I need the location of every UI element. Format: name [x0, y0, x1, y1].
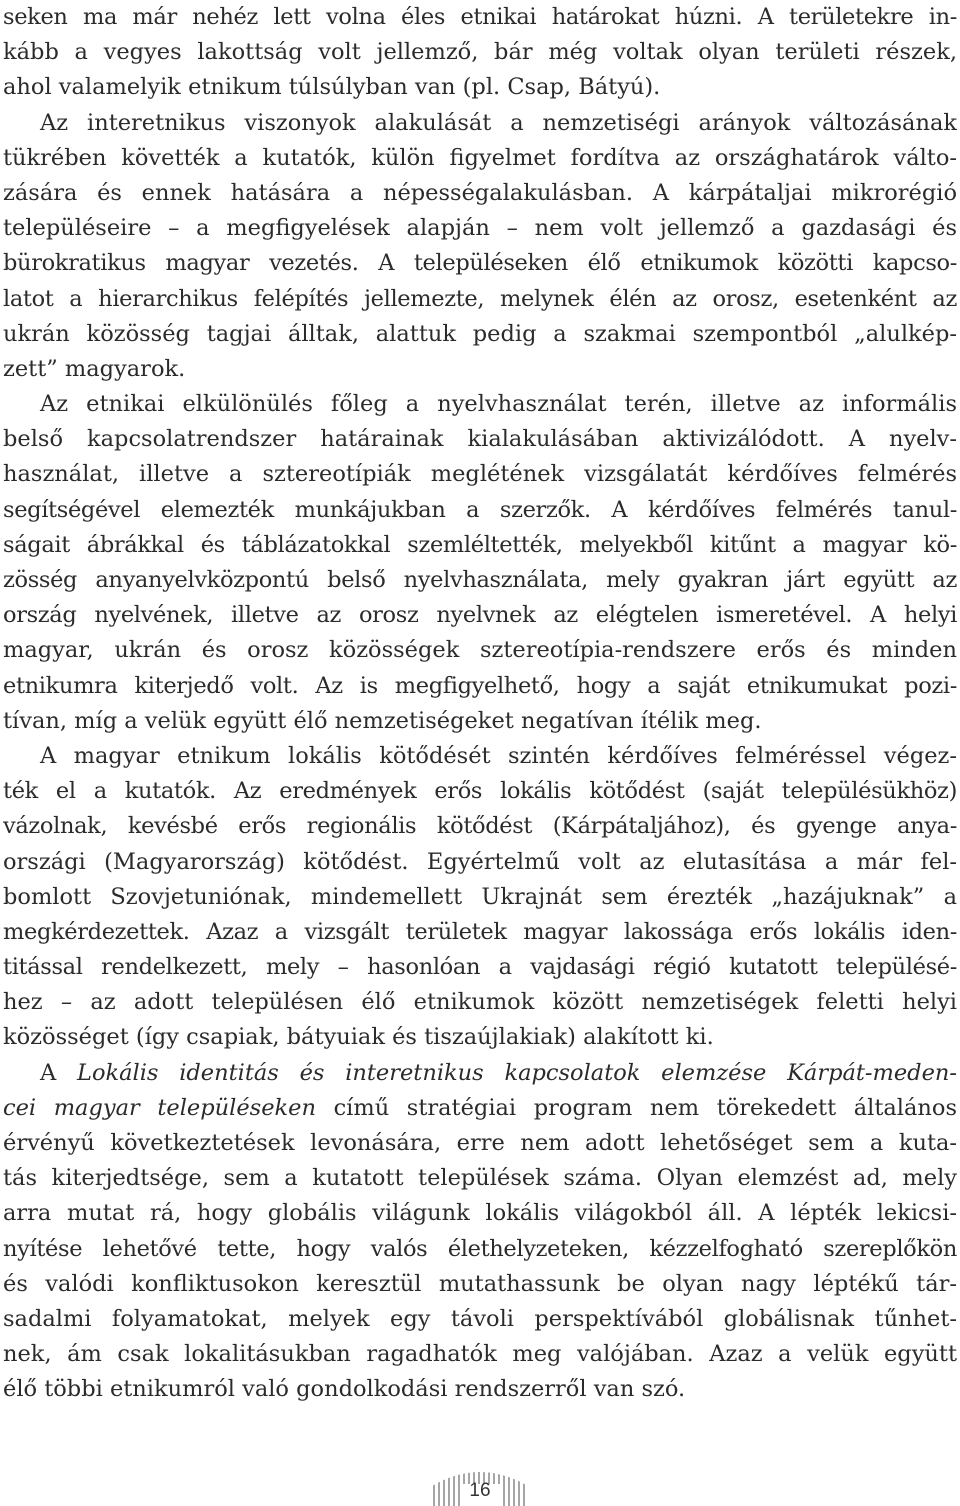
text-line: titással rendelkezett, mely – hasonlóan a vajdasági régió kutatott településé-: [3, 954, 957, 981]
text-line: tükrében követték a kutatók, külön figyelmet fordítva az országhatárok válto-: [3, 144, 957, 171]
text-line: hez – az adott településen élő etnikumok között nemzetiségek feletti helyi: [3, 989, 957, 1016]
page-number: 16: [469, 1480, 491, 1501]
text-line-part: ahol valamelyik etnikum túlsúlyban van (pl. Csap, Bátyú).: [3, 74, 661, 101]
text-line: nyítése lehetővé tette, hogy valós élethelyzeteken, kézzelfogható szereplőkön: [3, 1235, 957, 1262]
page-footer: [0, 1460, 960, 1506]
body-text: [3, 0, 957, 1408]
text-line: seken ma már nehéz lett volna éles etnikai határokat húzni. A területekre in-: [3, 4, 957, 30]
text-line: bürokratikus magyar vezetés. A településeken élő etnikumok közötti kapcso-: [3, 250, 957, 277]
text-line-rest: című stratégiai program nem törekedett általános: [315, 1094, 957, 1121]
text-line: ukrán közösség tagjai álltak, alattuk pedig a szakmai szempontból „alulkép-: [3, 320, 957, 347]
text-line: ország nyelvének, illetve az orosz nyelvnek az elégtelen ismeretével. A helyi: [3, 602, 957, 629]
text-line: sadalmi folyamatokat, melyek egy távoli perspektívából globálisnak tűnhet-: [3, 1305, 957, 1332]
text-line: érvényű következtetések levonására, erre nem adott lehetőséget sem a kuta-: [3, 1130, 957, 1156]
text-line: latot a hierarchikus felépítés jellemezte, melynek élén az orosz, esetenként az: [3, 285, 957, 312]
program-title-part2: cei magyar településeken: [3, 1094, 316, 1121]
program-title-part1: Lokális identitás és interetnikus kapcsolatok elemzése Kárpát-meden-: [77, 1059, 957, 1086]
paragraph-start: [3, 1056, 957, 1091]
text-line: magyar, ukrán és orosz közösségek sztereotípia-rendszere erős és minden: [3, 637, 957, 664]
text-line: ságait ábrákkal és táblázatokkal szemléltették, melyekből kitűnt a magyar kö-: [3, 531, 957, 558]
text-line: kább a vegyes lakottság volt jellemző, bár még voltak olyan területi részek,: [3, 39, 957, 66]
text-line: zására és ennek hatására a népességalakulásban. A kárpátaljai mikrorégió: [3, 179, 957, 206]
text-line: tívan, míg a velük együtt élő nemzetiségeket negatívan ítélik meg.: [3, 707, 762, 734]
text-line: és valódi konfliktusokon keresztül mutathassunk be olyan nagy léptékű tár-: [3, 1270, 957, 1297]
text-line: tás kiterjedtsége, sem a kutatott települések száma. Olyan elemzést ad, mely: [3, 1165, 957, 1192]
text-line: belső kapcsolatrendszer határainak kialakulásában aktivizálódott. A nyelv-: [3, 426, 957, 453]
text-line: ték el a kutatók. Az eredmények erős lokális kötődést (saját településükhöz): [3, 778, 957, 805]
text-line: bomlott Szovjetuniónak, mindemellett Ukrajnát sem érezték „hazájuknak” a: [3, 883, 957, 910]
text-line: segítségével elemezték munkájukban a szerzők. A kérdőíves felmérés tanul-: [3, 496, 957, 523]
text-line: zett” magyarok.: [3, 355, 186, 382]
text-line: vázolnak, kevésbé erős regionális kötődést (Kárpátaljához), és gyenge anya-: [3, 813, 957, 840]
text-line: közösséget (így csapiak, bátyuiak és tiszaújlakiak) alakított ki.: [3, 1024, 714, 1051]
text-line: településeire – a megfigyelések alapján – nem volt jellemző a gazdasági és: [3, 215, 957, 242]
paragraph-start: A magyar etnikum lokális kötődését szintén kérdőíves felméréssel végez-: [40, 742, 957, 769]
text-line: [3, 70, 957, 105]
text-line: zösség anyanyelvközpontú belső nyelvhasználata, mely gyakran járt együtt az: [3, 567, 957, 593]
text-line-lead: A: [40, 1059, 77, 1086]
paragraph-start: Az etnikai elkülönülés főleg a nyelvhasználat terén, illetve az informális: [40, 391, 957, 418]
text-line: etnikumra kiterjedő volt. Az is megfigyelhető, hogy a saját etnikumukat pozi-: [3, 672, 957, 699]
text-line: nek, ám csak lokalitásukban ragadhatók meg valójában. Azaz a velük együtt: [3, 1341, 957, 1368]
text-line: használat, illetve a sztereotípiák meglétének vizsgálatát kérdőíves felmérés: [3, 461, 957, 488]
text-line: arra mutat rá, hogy globális világunk lokális világokból áll. A lépték lekicsi-: [3, 1200, 957, 1227]
text-line: [3, 1091, 957, 1126]
text-line: országi (Magyarország) kötődést. Egyértelmű volt az elutasítása a már fel-: [3, 848, 957, 875]
text-line: élő többi etnikumról való gondolkodási rendszerről van szó.: [3, 1376, 686, 1403]
paragraph-start: Az interetnikus viszonyok alakulását a nemzetiségi arányok változásának: [40, 109, 957, 136]
text-line: megkérdezettek. Azaz a vizsgált területek magyar lakossága erős lokális iden-: [3, 918, 957, 945]
